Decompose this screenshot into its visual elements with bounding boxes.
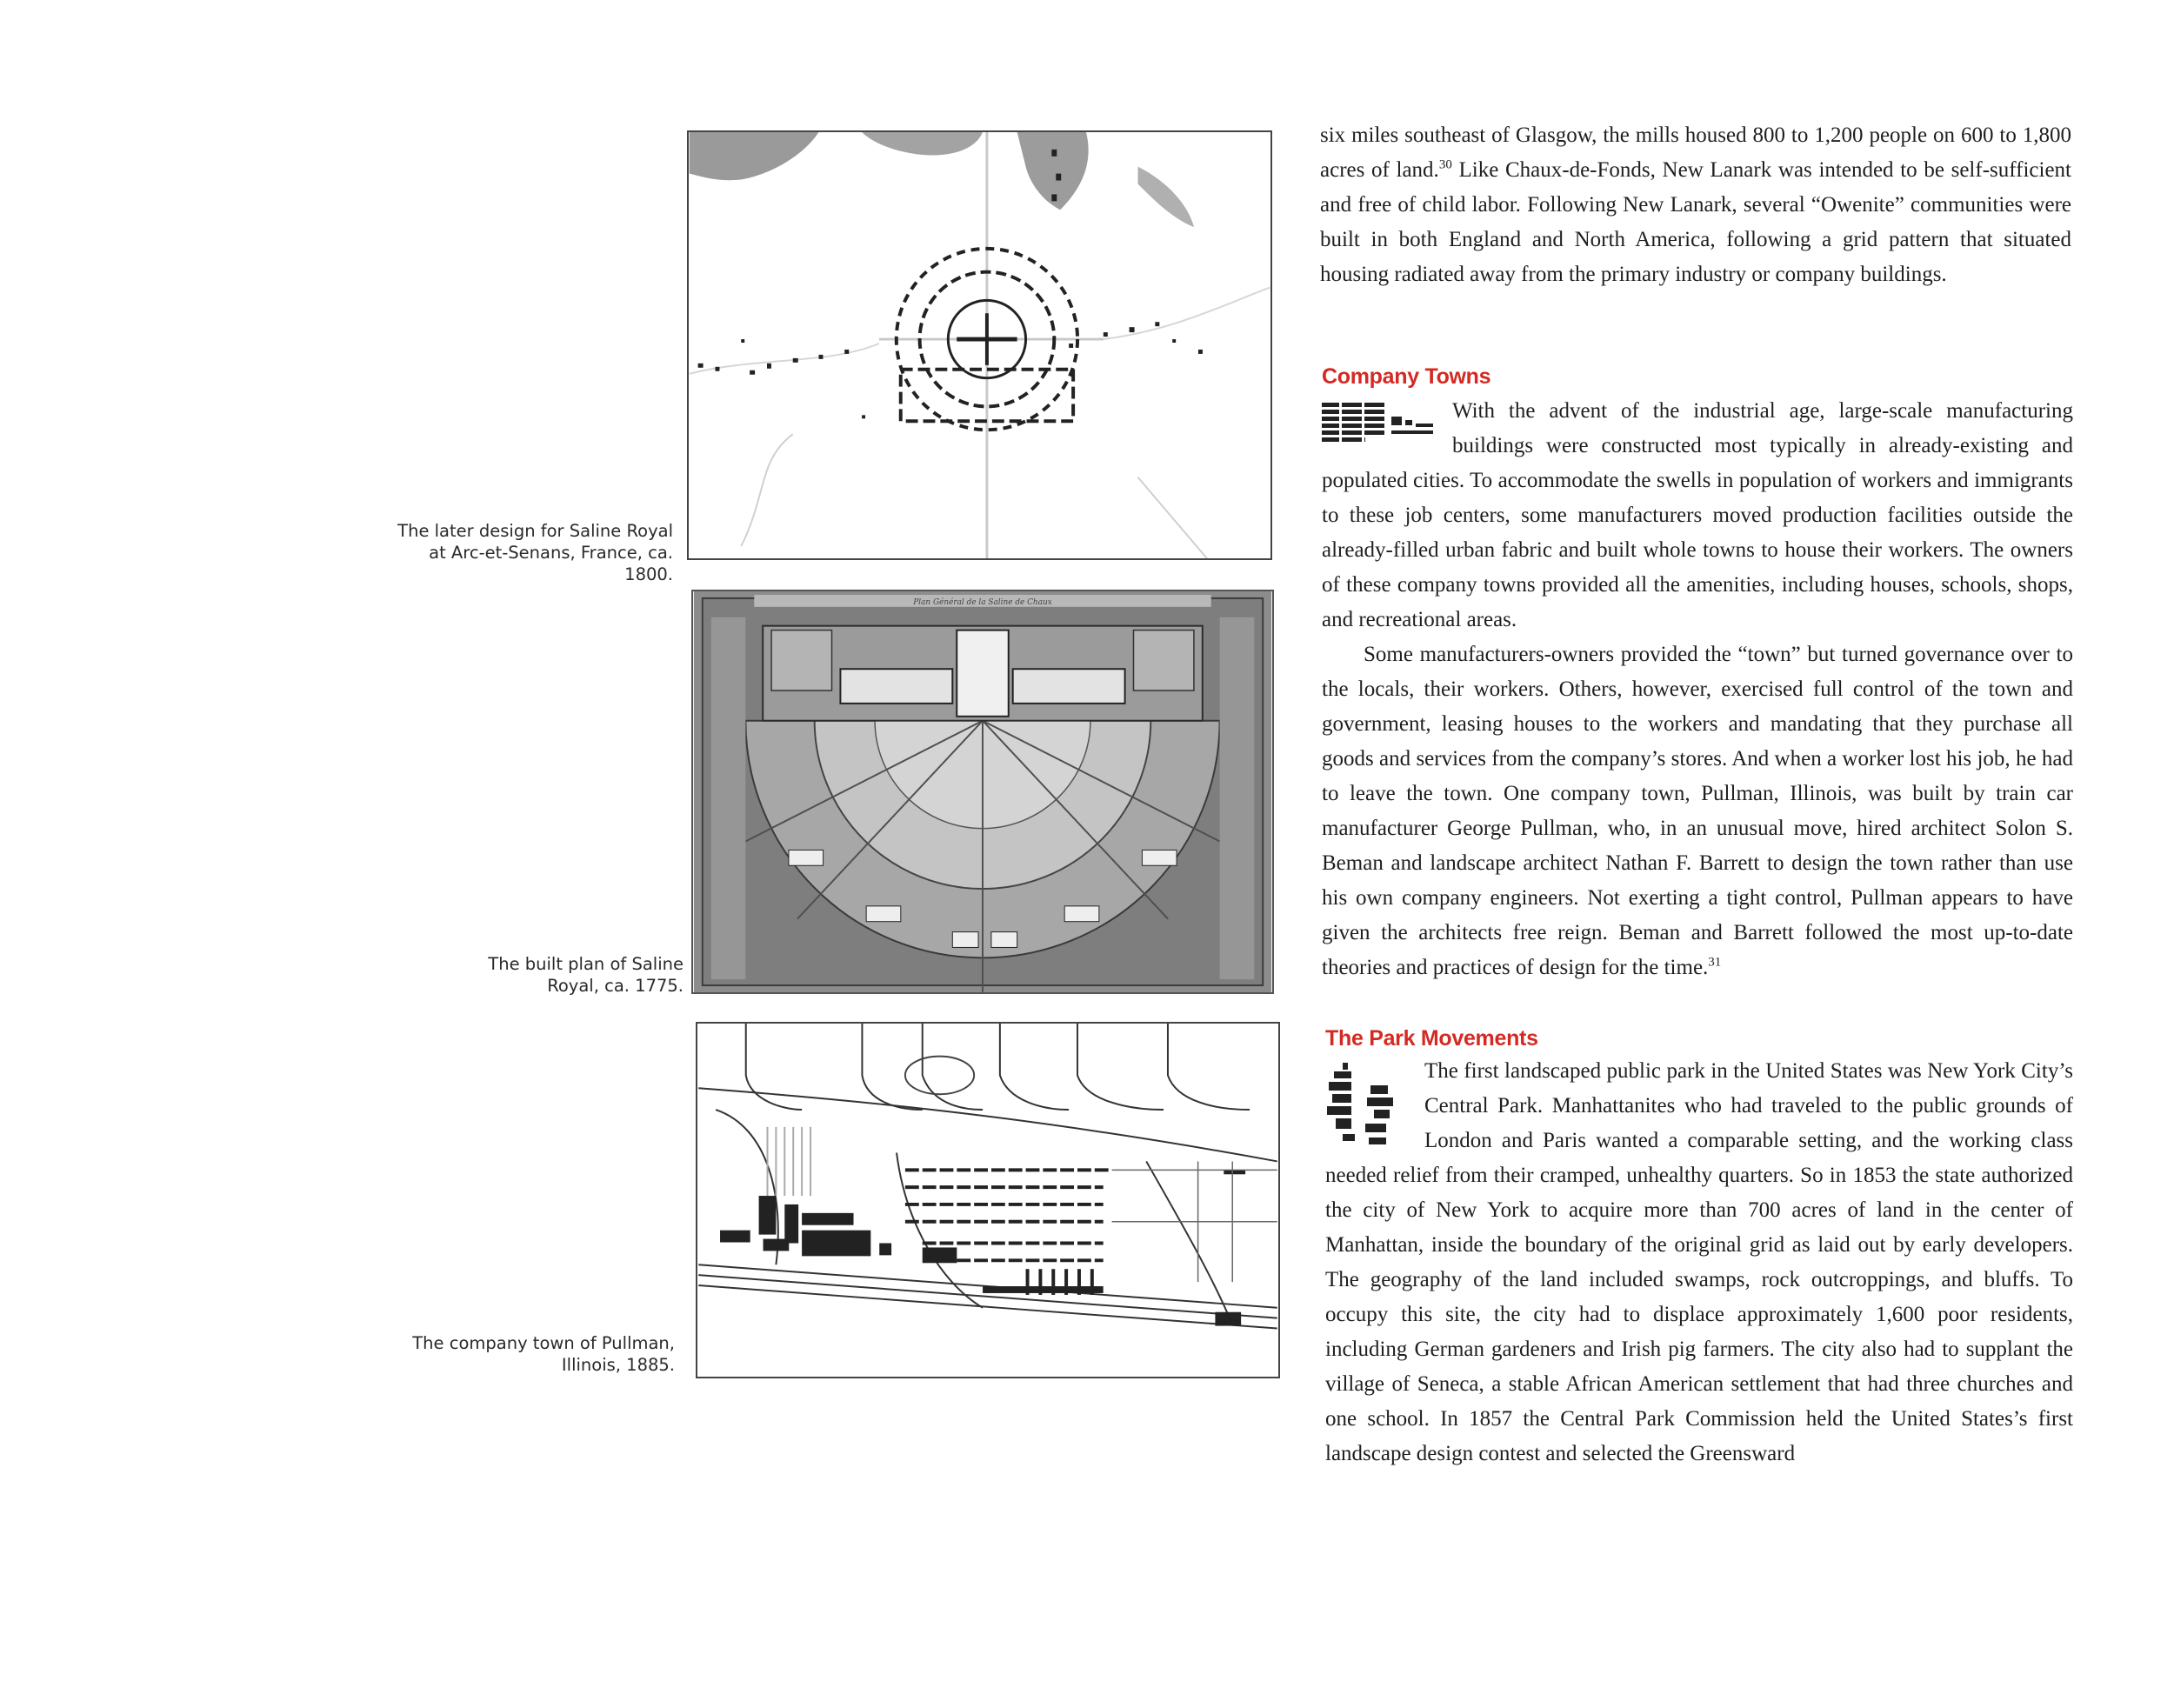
grid-blocks-icon <box>1322 399 1440 458</box>
figure-caption-saline-later: The later design for Saline Royal at Arc-et-Senans, France, ca. 1800. <box>397 521 673 584</box>
park-blocks-icon <box>1325 1059 1412 1151</box>
intro-paragraph-block <box>1320 118 2071 292</box>
saline-royal-later-drawing <box>689 132 1270 558</box>
figure-saline-royal-built <box>691 590 1274 994</box>
company-towns-body <box>1322 394 2073 985</box>
figure-saline-royal-later <box>687 130 1272 560</box>
engraving-title: Plan Général de la Saline de Chaux <box>913 597 1052 607</box>
footnote-ref-30: 30 <box>1438 157 1452 172</box>
pullman-plan-drawing <box>697 1024 1278 1377</box>
figure-caption-pullman: The company town of Pullman, Illinois, 1885. <box>412 1333 675 1375</box>
company-towns-paragraph-2: Some manufacturers-owners provided the “town” but turned governance over to the locals, their workers. Others, however, exercised full control of the town and government, leasing houses to the workers and mandating that they purchase all goods and services from the company’s stores. And when a worker lost his job, he had to leave the town. One company town, Pullman, Illinois, was built by train car manufacturer George Pullman, who, in an unusual move, hired architect Solon S. Beman and landscape architect Nathan F. Barrett to design the town rather than use his own company engineers. Not exerting a tight control, Pullman appears to have given the architects free reign. Beman and Barrett followed the most up-to-date theories and practices of design for the time.$^{31}$ <box>1322 643 2073 979</box>
figure-caption-saline-built: The built plan of Saline Royal, ca. 1775. <box>488 954 684 996</box>
intro-paragraph: six miles southeast of Glasgow, the mills housed 800 to 1,200 people on 600 to 1,800 acres of land.$^{30}$ Like Chaux-de-Fonds, New Lanark was intended to be self-sufficient and free of child labor. Following New Lanark, several “Owenite” communities were built in both England and North America, following a grid pattern that situated housing radiated away from the primary industry or company buildings. <box>1320 123 2071 286</box>
park-movements-body <box>1325 1054 2073 1471</box>
park-movements-paragraph-1: The first landscaped public park in the United States was New York City’s Central Park. Manhattanites who had traveled to the public grounds of London and Paris wanted a comparable setting, and the working class needed relief from their cramped, unhealthy quarters. So in 1853 the state authorized the city of New York to acquire more than 700 acres of land in the center of Manhattan, inside the boundary of the original grid as laid out by early developers. The geography of the land included swamps, rock outcroppings, and bluffs. To occupy this site, the city had to displace approximately 1,600 poor residents, including German gardeners and Irish pig farmers. The city also had to supplant the village of Seneca, a stable African American settlement that had three churches and one school. In 1857 the Central Park Commission held the United States’s first landscape design contest and selected the Greensward <box>1325 1059 2073 1465</box>
company-towns-paragraph-1: With the advent of the industrial age, large-scale manufacturing buildings were constructed most typically in already-existing and populated cities. To accommodate the swells in population of workers and immigrants to these job centers, some manufacturers moved production facilities outside the already-filled urban fabric and built whole towns to house their workers. The owners of these company towns provided all the amenities, including houses, schools, shops, and recreational areas. <box>1322 399 2073 631</box>
footnote-ref-31: 31 <box>1708 955 1722 970</box>
saline-royal-built-engraving <box>693 591 1272 992</box>
section-heading-park-movements: The Park Movements <box>1325 1026 1538 1051</box>
figure-pullman-plan <box>696 1022 1280 1378</box>
section-heading-company-towns: Company Towns <box>1322 364 1491 389</box>
